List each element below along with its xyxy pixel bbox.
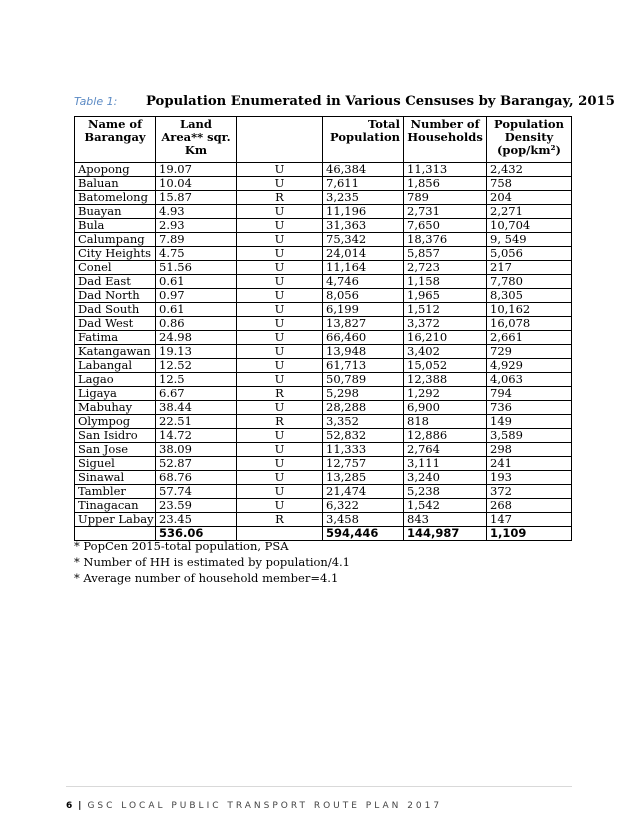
cell-total-population: 21,474 [323,485,404,499]
cell-density: 736 [487,401,572,415]
cell-barangay-name: Mabuhay [75,401,156,415]
cell-density: 2,661 [487,331,572,345]
table-row [75,457,572,471]
cell-barangay-name: Buayan [75,205,156,219]
cell-total-population: 3,458 [323,513,404,527]
cell-land-area: 4.75 [156,247,237,261]
header-density [487,117,572,163]
footer-separator: | [78,801,82,811]
cell-total-land-area: 536.06 [156,527,237,541]
cell-urban-rural: U [237,345,323,359]
cell-total-population: 13,948 [323,345,404,359]
cell-urban-rural: R [237,513,323,527]
cell-urban-rural: U [237,457,323,471]
cell-land-area: 19.13 [156,345,237,359]
header-type [237,117,323,163]
cell-households: 1,965 [404,289,487,303]
cell-barangay-name: San Jose [75,443,156,457]
cell-density: 5,056 [487,247,572,261]
table-row [75,275,572,289]
cell-urban-rural: R [237,191,323,205]
table-row [75,485,572,499]
page-number: 6 [66,801,73,811]
cell-barangay-name: Sinawal [75,471,156,485]
table-row [75,443,572,457]
note-item: * PopCen 2015-total population, PSA [74,539,289,553]
table-row [75,345,572,359]
cell-total-population: 13,285 [323,471,404,485]
cell-households: 3,402 [404,345,487,359]
cell-total-population: 46,384 [323,163,404,177]
cell-total-population: 6,199 [323,303,404,317]
cell-land-area: 10.04 [156,177,237,191]
cell-urban-rural: U [237,331,323,345]
cell-households: 1,542 [404,499,487,513]
note-item: * Number of HH is estimated by population/4.1 [74,555,350,569]
cell-total-population: 6,322 [323,499,404,513]
cell-land-area: 12.5 [156,373,237,387]
cell-total-population: 7,611 [323,177,404,191]
cell-land-area: 12.52 [156,359,237,373]
cell-total-population: 61,713 [323,359,404,373]
cell-land-area: 38.09 [156,443,237,457]
cell-barangay-name: Dad North [75,289,156,303]
cell-density: 2,432 [487,163,572,177]
cell-density: 193 [487,471,572,485]
table-title: Population Enumerated in Various Censuses by Barangay, 2015 [146,94,615,109]
cell-urban-rural: U [237,429,323,443]
table-row [75,499,572,513]
cell-urban-rural: U [237,233,323,247]
cell-barangay-name: Bula [75,219,156,233]
cell-barangay-name: Conel [75,261,156,275]
cell-barangay-name: Baluan [75,177,156,191]
cell-land-area: 6.67 [156,387,237,401]
cell-barangay-name: Tinagacan [75,499,156,513]
table-row [75,471,572,485]
table-row [75,303,572,317]
cell-land-area: 38.44 [156,401,237,415]
cell-density: 729 [487,345,572,359]
cell-density: 149 [487,415,572,429]
header-density-label: Population Density [494,117,564,144]
cell-density: 10,704 [487,219,572,233]
note-item: * Average number of household member=4.1 [74,571,339,585]
cell-density: 217 [487,261,572,275]
cell-density: 7,780 [487,275,572,289]
cell-land-area: 22.51 [156,415,237,429]
cell-households: 2,723 [404,261,487,275]
cell-households: 6,900 [404,401,487,415]
cell-density: 8,305 [487,289,572,303]
table-row [75,177,572,191]
cell-total-population: 5,298 [323,387,404,401]
cell-households: 12,388 [404,373,487,387]
table-row [75,247,572,261]
cell-urban-rural: U [237,247,323,261]
cell-barangay-name: Labangal [75,359,156,373]
cell-total-population: 50,789 [323,373,404,387]
cell-density: 372 [487,485,572,499]
cell-barangay-name: Calumpang [75,233,156,247]
cell-land-area: 0.61 [156,303,237,317]
cell-density: 147 [487,513,572,527]
cell-total-population: 12,757 [323,457,404,471]
cell-urban-rural: U [237,219,323,233]
cell-urban-rural: U [237,163,323,177]
page-footer [66,801,442,811]
cell-households: 5,238 [404,485,487,499]
header-land-area: Land Area** sqr. Km [156,117,237,163]
table-row [75,373,572,387]
cell-land-area: 0.97 [156,289,237,303]
cell-households: 16,210 [404,331,487,345]
cell-total-population: 28,288 [323,401,404,415]
cell-households: 5,857 [404,247,487,261]
cell-urban-rural: U [237,373,323,387]
cell-density: 241 [487,457,572,471]
cell-barangay-name: Batomelong [75,191,156,205]
cell-total-population: 31,363 [323,219,404,233]
table-row [75,331,572,345]
cell-households: 18,376 [404,233,487,247]
table-row [75,261,572,275]
cell-land-area: 2.93 [156,219,237,233]
cell-barangay-name: Katangawan [75,345,156,359]
table-row [75,401,572,415]
cell-barangay-name: Olympog [75,415,156,429]
table-body [75,163,572,541]
cell-land-area: 14.72 [156,429,237,443]
cell-urban-rural: U [237,471,323,485]
table-row [75,415,572,429]
cell-total-population: 4,746 [323,275,404,289]
cell-barangay-name: Apopong [75,163,156,177]
cell-households: 2,731 [404,205,487,219]
cell-urban-rural: U [237,289,323,303]
cell-urban-rural: R [237,387,323,401]
cell-urban-rural: U [237,359,323,373]
cell-density: 2,271 [487,205,572,219]
footer-divider [66,786,572,787]
cell-households: 1,158 [404,275,487,289]
cell-density: 10,162 [487,303,572,317]
cell-urban-rural: R [237,415,323,429]
table-row [75,359,572,373]
population-table [74,116,572,541]
cell-households: 1,856 [404,177,487,191]
cell-density: 204 [487,191,572,205]
cell-urban-rural: U [237,303,323,317]
table-caption [74,90,615,109]
cell-urban-rural: U [237,275,323,289]
cell-land-area: 57.74 [156,485,237,499]
cell-density: 4,063 [487,373,572,387]
table-row [75,163,572,177]
table-notes [74,538,350,586]
cell-density: 268 [487,499,572,513]
table-row [75,429,572,443]
cell-barangay-name: Ligaya [75,387,156,401]
cell-land-area: 15.87 [156,191,237,205]
header-density-unit: (pop/km²) [496,143,561,157]
cell-barangay-name: City Heights [75,247,156,261]
cell-total-population: 11,196 [323,205,404,219]
cell-barangay-name: Siguel [75,457,156,471]
cell-total-population: 11,164 [323,261,404,275]
cell-land-area: 24.98 [156,331,237,345]
cell-urban-rural: U [237,317,323,331]
cell-urban-rural: U [237,443,323,457]
cell-total-population: 594,446 [323,527,404,541]
header-households: Number of Households [404,117,487,163]
header-name: Name of Barangay [75,117,156,163]
cell-urban-rural: U [237,485,323,499]
cell-density: 794 [487,387,572,401]
cell-total-population: 3,352 [323,415,404,429]
cell-total-population: 24,014 [323,247,404,261]
cell-land-area: 0.86 [156,317,237,331]
table-row [75,317,572,331]
cell-land-area: 4.93 [156,205,237,219]
cell-households: 1,292 [404,387,487,401]
table-number-label: Table 1: [74,95,118,108]
cell-total-households: 144,987 [404,527,487,541]
cell-barangay-name: Tambler [75,485,156,499]
cell-land-area: 23.45 [156,513,237,527]
cell-land-area: 0.61 [156,275,237,289]
cell-urban-rural: U [237,401,323,415]
cell-barangay-name: Dad West [75,317,156,331]
table-row [75,191,572,205]
cell-barangay-name: Dad East [75,275,156,289]
table-row [75,289,572,303]
cell-total-population: 66,460 [323,331,404,345]
table-row [75,205,572,219]
table-row [75,219,572,233]
cell-total-population: 3,235 [323,191,404,205]
cell-households: 818 [404,415,487,429]
cell-land-area: 51.56 [156,261,237,275]
cell-households: 12,886 [404,429,487,443]
cell-density: 9, 549 [487,233,572,247]
cell-urban-rural: U [237,205,323,219]
cell-households: 11,313 [404,163,487,177]
cell-urban-rural: U [237,499,323,513]
cell-barangay-name: Dad South [75,303,156,317]
cell-total-density: 1,109 [487,527,572,541]
cell-households: 789 [404,191,487,205]
cell-land-area: 23.59 [156,499,237,513]
cell-density: 16,078 [487,317,572,331]
cell-density: 298 [487,443,572,457]
cell-households: 15,052 [404,359,487,373]
table-header-row [75,117,572,163]
cell-households: 7,650 [404,219,487,233]
cell-total-population: 52,832 [323,429,404,443]
cell-land-area: 52.87 [156,457,237,471]
footer-text: GSC LOCAL PUBLIC TRANSPORT ROUTE PLAN 2017 [87,801,443,811]
cell-barangay-name: Upper Labay [75,513,156,527]
table-row [75,513,572,527]
header-total-population: Total Population [323,117,404,163]
cell-density: 758 [487,177,572,191]
cell-land-area: 7.89 [156,233,237,247]
cell-land-area: 68.76 [156,471,237,485]
cell-households: 1,512 [404,303,487,317]
cell-density: 4,929 [487,359,572,373]
table-row [75,233,572,247]
cell-total-population: 13,827 [323,317,404,331]
cell-households: 3,372 [404,317,487,331]
cell-land-area: 19.07 [156,163,237,177]
cell-urban-rural: U [237,177,323,191]
cell-total-population: 11,333 [323,443,404,457]
cell-households: 3,240 [404,471,487,485]
cell-density: 3,589 [487,429,572,443]
cell-barangay-name: Lagao [75,373,156,387]
cell-total-population: 8,056 [323,289,404,303]
cell-barangay-name: San Isidro [75,429,156,443]
cell-barangay-name: Fatima [75,331,156,345]
cell-households: 843 [404,513,487,527]
cell-urban-rural: U [237,261,323,275]
cell-households: 3,111 [404,457,487,471]
cell-total-population: 75,342 [323,233,404,247]
table-row [75,387,572,401]
cell-households: 2,764 [404,443,487,457]
